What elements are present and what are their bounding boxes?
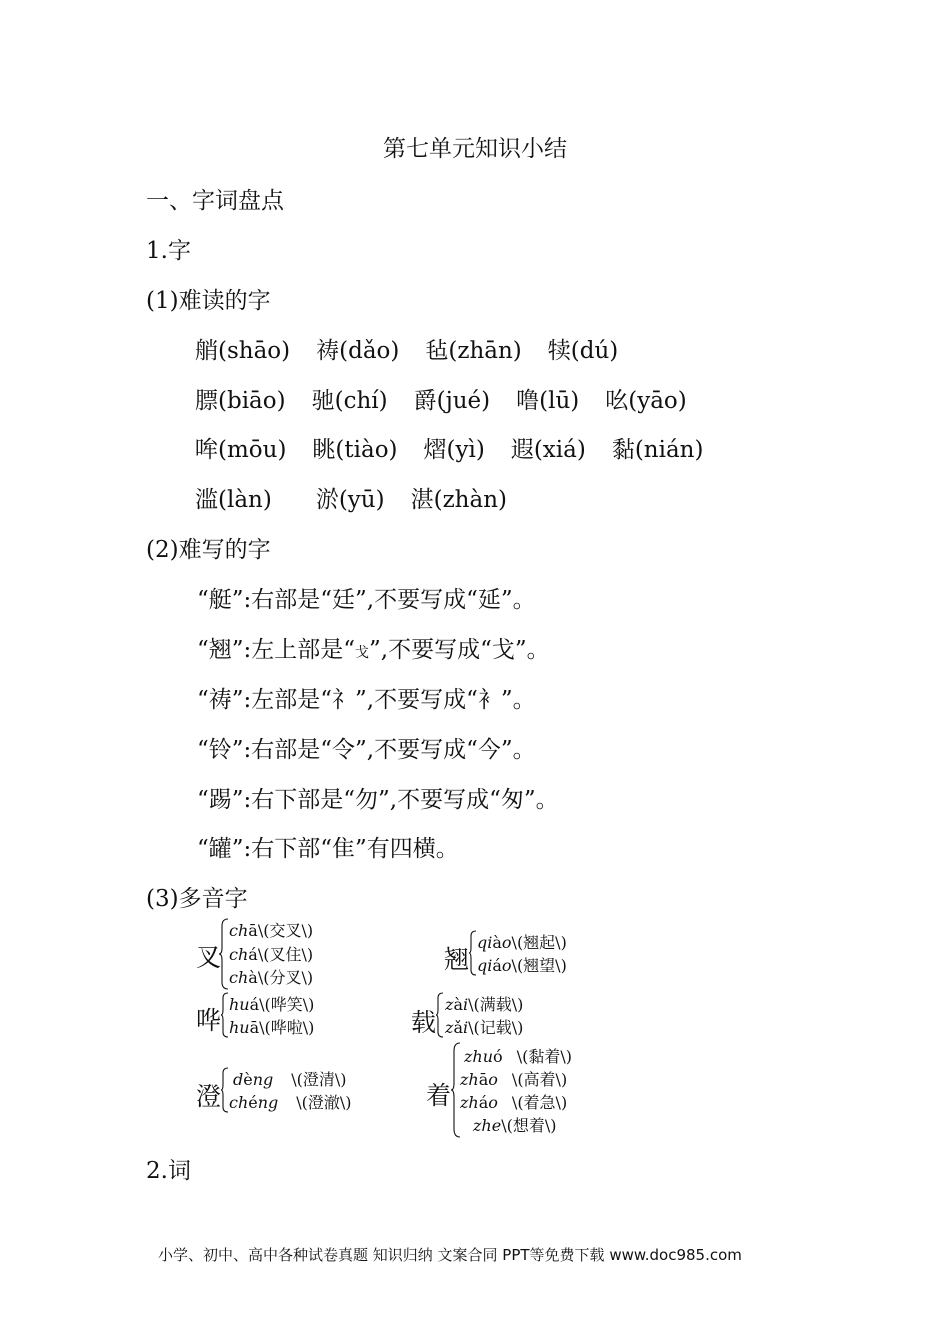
reading: chā\(交叉\) (229, 921, 314, 940)
reading: huá\(哗笑\) (229, 995, 315, 1014)
hard-read-item: 驰(chí) (311, 388, 388, 414)
hard-read-item: 哞(mōu) (195, 437, 287, 463)
hard-read-item: 毡(zhān) (425, 338, 522, 364)
reading: chá\(叉住\) (229, 945, 314, 964)
reading: zài\(满载\) (445, 995, 524, 1014)
hard-write-rule: “铃”:右部是“令”,不要写成“今”。 (197, 737, 536, 763)
hard-read-item: 艄(shāo) (195, 338, 291, 364)
hard-read-item: 祷(dǎo) (316, 338, 400, 364)
hard-read-item: 吆(yāo) (605, 388, 687, 414)
hard-read-item: 熠(yì) (423, 437, 485, 463)
reading: zháo \(着急\) (460, 1093, 568, 1112)
reading: huā\(哗啦\) (229, 1018, 315, 1037)
hard-write-rule: “祷”:左部是“礻”,不要写成“衤”。 (197, 687, 536, 713)
reading: zhuó \(黏着\) (464, 1047, 572, 1066)
hard-write-rule: “踢”:右下部是“勿”,不要写成“匆”。 (197, 787, 559, 813)
hard-read-item: 湛(zhàn) (410, 487, 507, 513)
reading: dèng \(澄清\) (233, 1070, 347, 1089)
subheading-hard-to-read: (1)难读的字 (146, 288, 271, 314)
qiao-radical-glyph: 戈 (355, 645, 370, 661)
brace-icon (469, 930, 477, 976)
hard-read-row-1 (195, 332, 644, 365)
polyphonic-char: 叉 (196, 943, 222, 972)
page-title: 第七单元知识小结 (383, 136, 567, 162)
reading: zhe\(想着\) (473, 1116, 557, 1135)
hard-write-rule: “罐”:右下部“隹”有四横。 (197, 836, 459, 862)
polyphonic-char: 载 (411, 1008, 437, 1037)
polyphonic-char: 哗 (196, 1006, 222, 1035)
subheading-hard-to-write: (2)难写的字 (146, 537, 271, 563)
hard-read-item: 滥(làn) (195, 487, 272, 513)
hard-read-item: 眺(tiào) (312, 437, 398, 463)
polyphonic-char: 着 (426, 1081, 452, 1110)
footer-watermark: 小学、初中、高中各种试卷真题 知识归纳 文案合同 PPT等免费下载 www.doc985.com (158, 1246, 742, 1264)
reading: chéng \(澄澈\) (229, 1093, 352, 1112)
hard-write-text: “翘”:左上部是“ (197, 637, 356, 663)
hard-read-item: 膘(biāo) (195, 388, 286, 414)
brace-icon (221, 992, 229, 1038)
subheading-words: 2.词 (146, 1158, 191, 1184)
hard-read-row-3 (195, 431, 729, 464)
hard-write-rule (197, 631, 550, 664)
hard-read-item: 噜(lū) (516, 388, 580, 414)
reading: zhāo \(高着\) (460, 1070, 568, 1089)
hard-read-item: 犊(dú) (547, 338, 619, 364)
reading: zǎi\(记载\) (445, 1018, 524, 1037)
subheading-characters: 1.字 (146, 238, 191, 264)
polyphonic-char: 澄 (196, 1082, 222, 1111)
hard-read-item: 遐(xiá) (510, 437, 586, 463)
reading: qiáo\(翘望\) (477, 956, 567, 975)
hard-read-item: 淤(yū) (315, 487, 385, 513)
brace-icon (219, 918, 229, 990)
brace-icon (221, 1067, 229, 1113)
reading: chà\(分叉\) (229, 968, 314, 987)
polyphonic-char: 翘 (444, 945, 470, 974)
hard-write-rule: “艇”:右部是“廷”,不要写成“延”。 (197, 587, 536, 613)
brace-icon (436, 992, 444, 1038)
hard-write-text: ”,不要写成“戈”。 (369, 637, 550, 663)
hard-read-row-4 (195, 481, 533, 514)
subheading-polyphonic: (3)多音字 (146, 886, 248, 912)
hard-read-item: 爵(jué) (413, 388, 491, 414)
hard-read-row-2 (195, 382, 713, 415)
hard-read-item: 黏(nián) (611, 437, 704, 463)
reading: qiào\(翘起\) (477, 933, 567, 952)
section-heading-words: 一、字词盘点 (146, 188, 284, 214)
